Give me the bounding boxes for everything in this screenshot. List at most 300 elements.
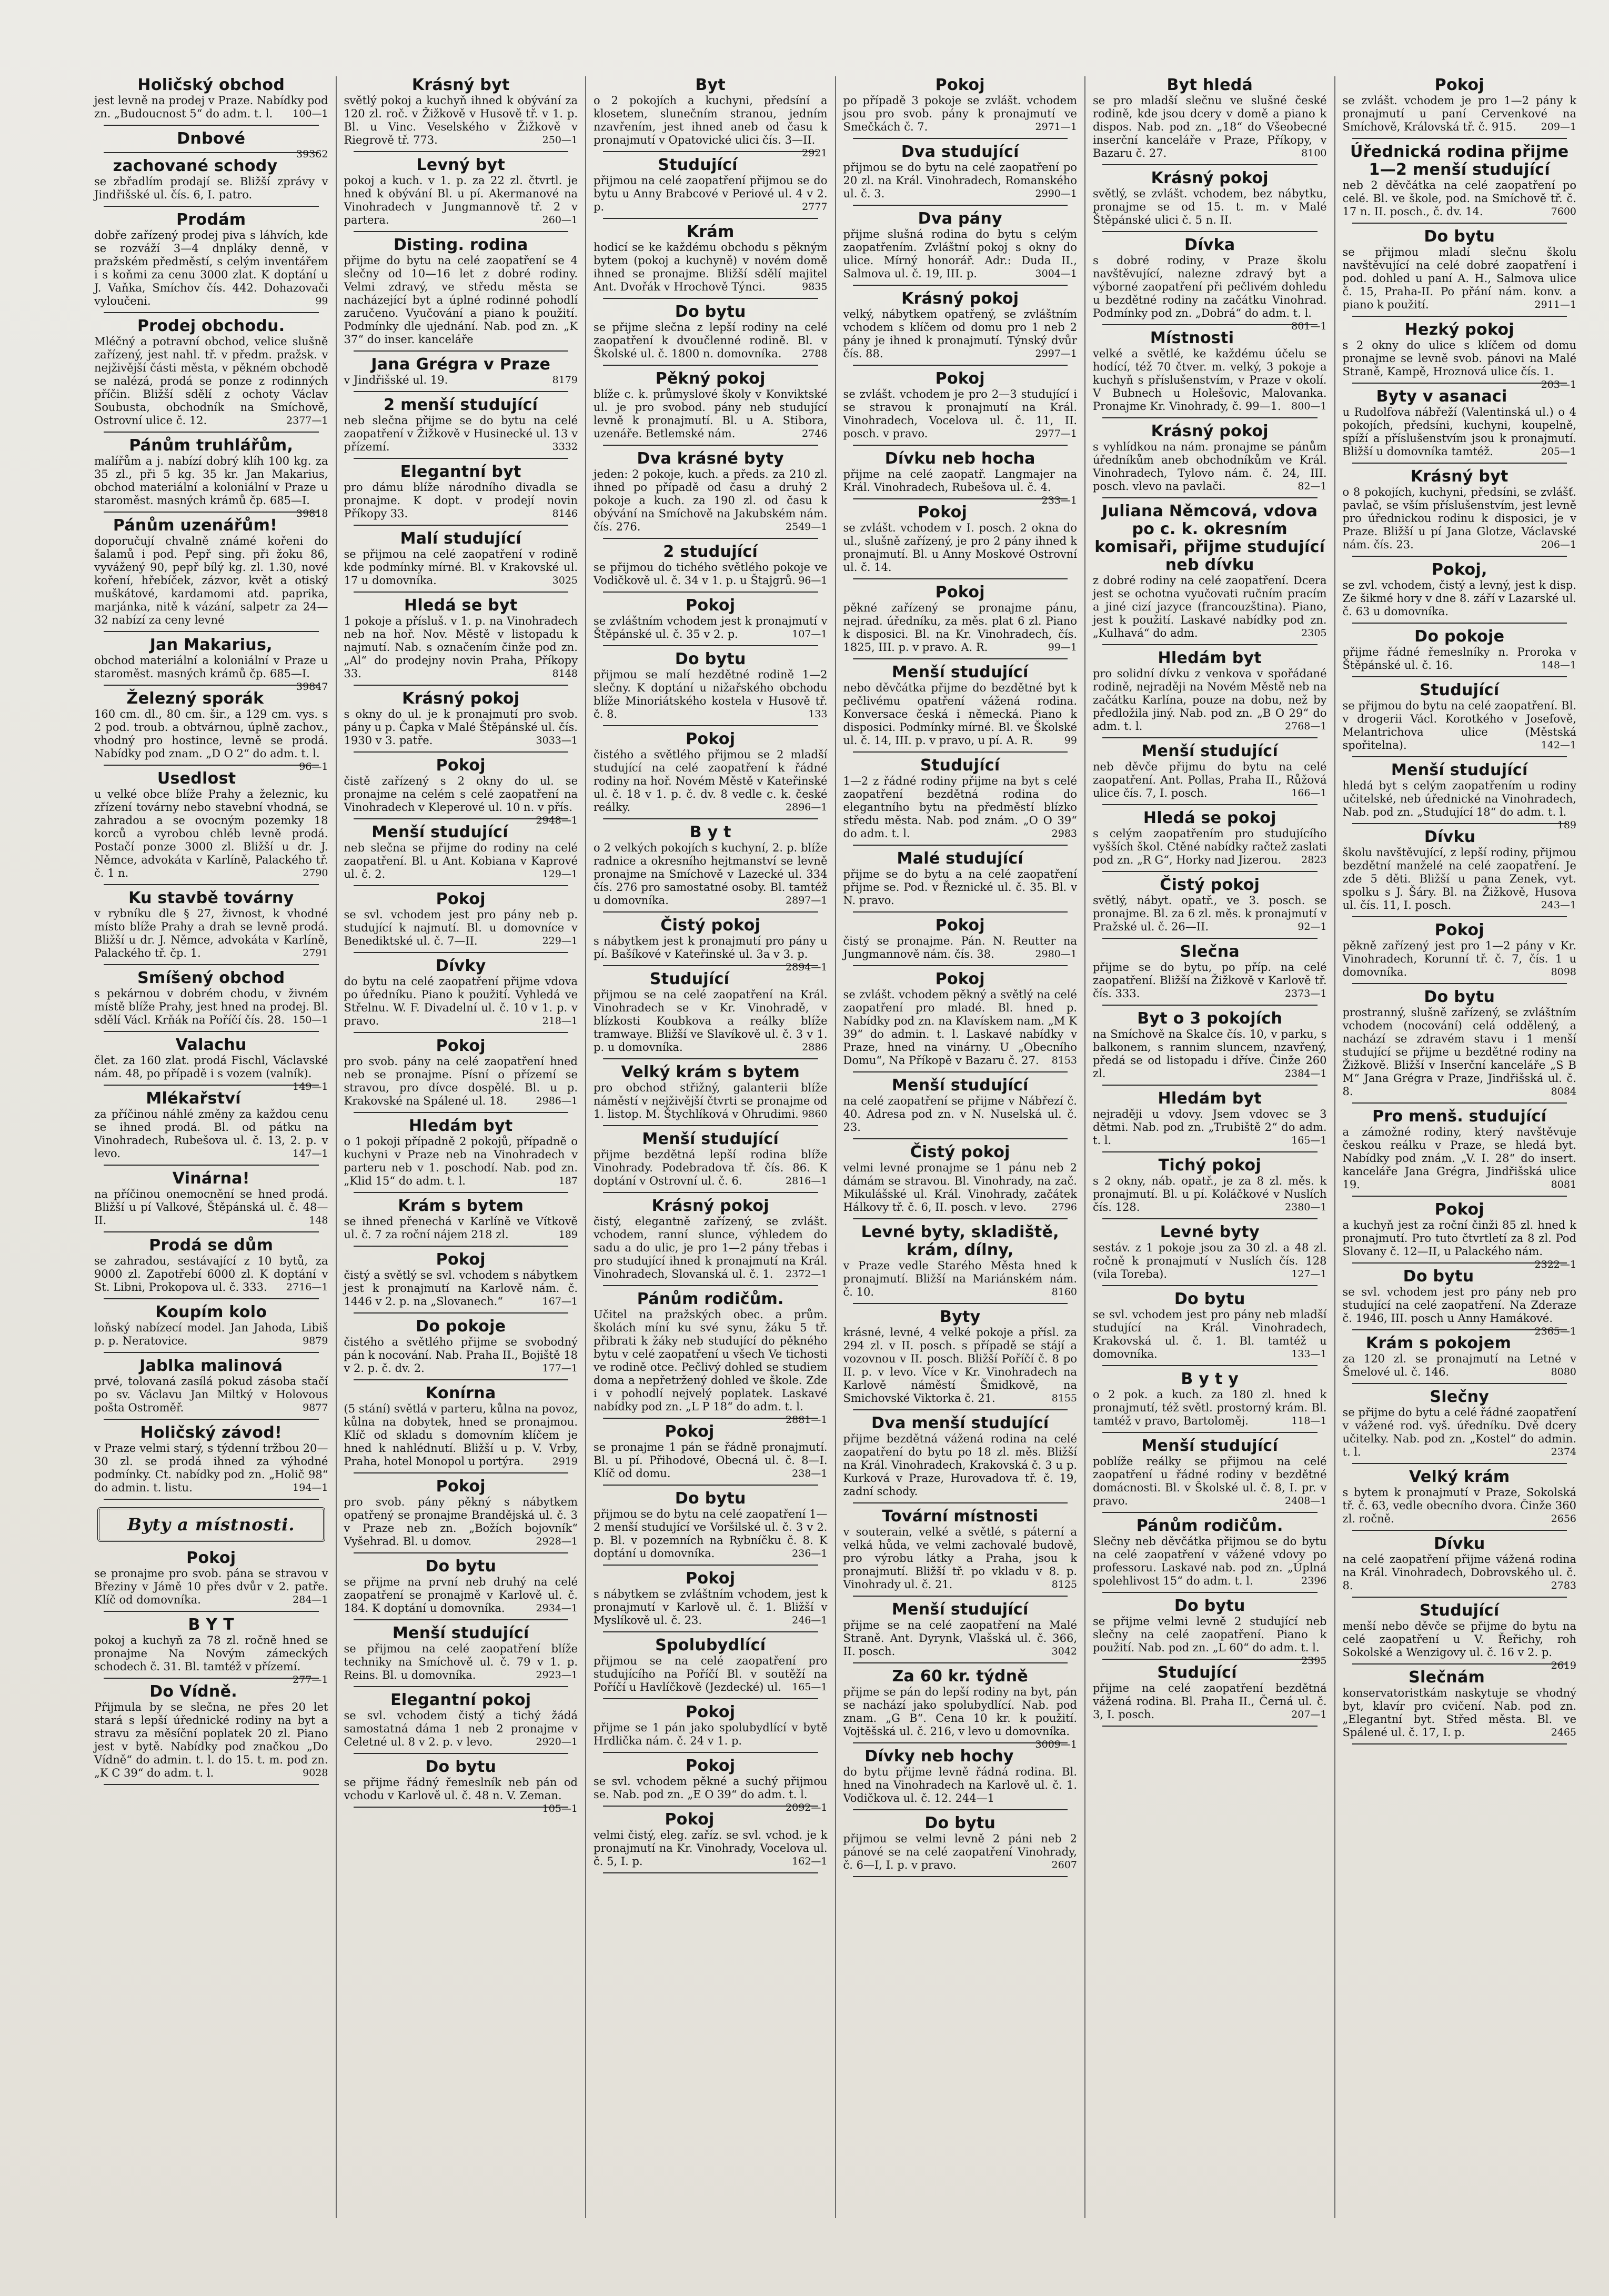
ad-body: v Praze vedle Starého Města hned k pronajmutí. Bližší na Mariánském nám. č. 10. 8160 <box>843 1259 1077 1298</box>
classified-ad <box>594 824 828 907</box>
ad-title: Studující <box>1420 1601 1500 1620</box>
ad-divider <box>1352 1463 1567 1464</box>
ad-body: konservatoristkám naskytuje se vhodný byt, klavír pro cvičení. Nab. pod zn. „Elegantní byt. Střed města. Bl. ve Spálené ul. č. 17, I. p. 2465 <box>1342 1687 1576 1739</box>
ad-body: s vyhlídkou na nám. pronajme se pánům úředníkům aneb obchodníkům ve Král. Vinohradech, Tylovo nám. č. 24, III. posch. vlevo na pavlači. 82—1 <box>1093 440 1327 493</box>
ad-divider <box>853 1876 1068 1877</box>
ad-body: přijme řádné řemeslníky n. Proroka v Štěpánské ul. č. 16. 148—1 <box>1342 646 1576 671</box>
ad-title: Ku stavbě továrny <box>128 889 294 907</box>
classified-ad <box>1093 1370 1327 1428</box>
ad-divider <box>104 1231 319 1232</box>
classified-ad <box>1093 423 1327 493</box>
ad-divider <box>1102 1726 1318 1727</box>
ad-divider <box>104 1085 319 1086</box>
ad-code: 2990—1 <box>1035 188 1077 199</box>
ad-divider <box>1352 1196 1567 1197</box>
ad-body: 1 pokoje a přísluš. v 1. p. na Vinohradech neb na hoř. Nov. Městě v listopadu k najmutí. Nab. s označením činže pod zn. „Al“ do prodejny novin Praha, Příkopy 33. 8148 <box>344 615 578 680</box>
ad-code: 8146 <box>552 508 578 519</box>
ad-divider <box>1102 1218 1318 1219</box>
ad-divider <box>853 1218 1068 1219</box>
ad-body: s dobré rodiny, v Praze školu navštěvující, nalezne zdravý byt a výborné zaopatření při pečlivém dohledu u bezdětné rodiny na začátku Vinohrad. Podmínky pod zn. „Dobrá“ do adm. t. l. 801—1 <box>1093 254 1327 332</box>
ad-body: loňský nabízecí model. Jan Jahoda, Libiš p. p. Neratovice. 9879 <box>94 1321 328 1347</box>
ad-body: o 2 pok. a kuch. za 180 zl. hned k pronajmutí, též světl. prostorný krám. Bl. tamtéž v pravo, Bartoloměj. 118—1 <box>1093 1388 1327 1427</box>
ad-body: na celé zaopatření se přijme v Nábřezí č. 40. Adresa pod zn. v N. Nuselská ul. č. 23. <box>843 1095 1077 1134</box>
ad-body: se zvlášt. vchodem pěkný a světlý na celé zaopatření pro mladé. Bl. hned p. Nabídky pod zn. na Klavískem nam. „M K 39“ do admin. t. l. Laskavé nabídky v Praze, hned na vinárny. U „Obecního Domu“, Na Příkopě v Bazaru č. 27. 8153 <box>843 988 1077 1067</box>
classified-ad <box>1093 1290 1327 1361</box>
ad-body: pěkné zařízený se pronajme pánu, nejrad. úředníku, za měs. plat 6 zl. Piano k disposici. Bl. na Kr. Vinohradech, čís. 1825, III. p. v pravo. A. R. 99—1 <box>843 601 1077 654</box>
classified-ad <box>843 1415 1078 1498</box>
ad-title: Hezký pokoj <box>1404 320 1514 339</box>
ad-body: přijme na celé zaopatř. Langmajer na Král. Vinohradech, Rubešova ul. č. 4. 233—1 <box>843 468 1077 506</box>
ad-divider <box>603 1631 818 1632</box>
ad-title: Menší studující <box>1141 742 1279 760</box>
ad-code: 8080 <box>1551 1366 1576 1378</box>
ad-divider <box>1102 737 1318 738</box>
ad-title: Slečny <box>1430 1388 1490 1406</box>
ad-code: 2549—1 <box>786 521 828 533</box>
classified-ad <box>594 1703 828 1748</box>
ad-code: 236—1 <box>792 1548 828 1559</box>
ad-divider <box>853 751 1068 753</box>
ad-divider <box>104 884 319 885</box>
ad-body: přijme do bytu na celé zaopatření se 4 slečny od 10—16 let z dobré rodiny. Velmi zdravý, ve středu města se nacházející byt a úplné rodinné pohodlí zaručeno. Vyučování a piano k použití. Podmínky dle ujednání. Nab. pod zn. „K 37“ do inser. kanceláře <box>344 254 578 346</box>
classified-ad <box>1343 1535 1577 1592</box>
ad-divider <box>104 685 319 686</box>
classified-ad <box>344 1251 578 1308</box>
ad-title: Byt o 3 pokojích <box>1137 1009 1283 1028</box>
ad-body: pro svob. pány pěkný s nábytkem opatřený se pronajme Brandějská ul. č. 3 v Praze neb zn. „Božích bojovník“ Vyšehrad. Bl. u domov. 2928—1 <box>344 1496 578 1548</box>
ad-title: Krám <box>686 223 735 241</box>
ad-title: Koupím kolo <box>155 1303 267 1321</box>
ad-divider <box>853 1809 1068 1810</box>
ad-title: Do bytu <box>1174 1290 1245 1308</box>
ad-code: 800—1 <box>1291 400 1327 412</box>
ad-title: Krám s pokojem <box>1365 1334 1512 1352</box>
ad-code: 8160 <box>1051 1286 1077 1298</box>
ad-title: Malí studující <box>400 529 521 548</box>
ad-body: se zvl. vchodem, čistý a levný, jest k disp. Ze šikmé hory v dne 8. září v Lazarské ul. č. 63 u domovníka. <box>1342 579 1576 618</box>
ad-code: 2796 <box>1051 1201 1077 1213</box>
classified-ad <box>1093 1597 1327 1667</box>
ad-body: neb slečna se přijme do rodiny na celé zaopatření. Bl. u Ant. Kobiana v Kaprové ul. č. 2. 129—1 <box>344 841 578 880</box>
ad-divider <box>104 152 319 153</box>
classified-ad <box>344 1318 578 1375</box>
ad-divider <box>1352 676 1567 677</box>
ad-title: B y t y <box>1181 1370 1239 1388</box>
ad-title: Pánům truhlářům, <box>129 436 294 455</box>
ad-divider <box>1102 1151 1318 1152</box>
ad-code: 82—1 <box>1298 480 1327 492</box>
classified-columns <box>87 76 1584 2218</box>
ad-body: s bytem k pronajmutí v Praze, Sokolská tř. č. 63, vedle obecního dvora. Činže 360 zl. ročně. 2656 <box>1342 1486 1576 1525</box>
ad-code: 2768—1 <box>1285 720 1327 732</box>
ad-divider <box>603 151 818 152</box>
ad-divider <box>853 578 1068 579</box>
ad-title: Pokoj <box>935 916 985 935</box>
ad-body: přijme se do bytu a na celé zaopatření přijme se. Pod. v Řeznické ul. č. 35. Bl. v N. pravo. <box>843 868 1077 907</box>
ad-divider <box>1352 916 1567 917</box>
ad-body: krásné, levné, 4 velké pokoje a přísl. za 294 zl. v II. posch. s případě se stájí a vozovnou v II. posch. Bližší Poříčí č. 8 po II. p. v levo. Více v Kr. Vinohradech na Karlově náměstí Šmidkově, na Smichovské Viktorka č. 21. 8155 <box>843 1326 1077 1405</box>
ad-body: na Smíchově na Skalce čís. 10, v parku, s balkonem, s rannim sluncem, nzavřený, předá se od listopadu i dříve. Činže 260 zl. 2384—1 <box>1093 1028 1327 1080</box>
ad-body: velké a světlé, ke každému účelu se hodící, též 70 čtver. m. velký, 3 pokoje a kuchyň s příslušenstvím, v Praze v okolí. V Bubnech u Holešovic, Malovanka. Pronajme Kr. Vinohrady, č. 99—1. 800—1 <box>1093 347 1327 413</box>
ad-code: 2656 <box>1551 1513 1576 1525</box>
ad-code: 2897—1 <box>786 895 828 906</box>
ad-title: Dívku <box>1433 1535 1485 1553</box>
ad-divider <box>1102 938 1318 939</box>
classified-ad <box>1093 876 1327 934</box>
ad-body: se přijme řádný řemeslník neb pán od vchodu v Karlově ul. č. 48 n. V. Zeman. 105—1 <box>344 1776 578 1814</box>
ad-code: 2983 <box>1051 828 1077 839</box>
classified-ad <box>843 917 1078 961</box>
ad-divider <box>104 206 319 207</box>
ad-divider <box>853 1303 1068 1304</box>
ad-body: 1—2 z řádné rodiny přijme na byt s celé zaopatření bezdětná rodina do elegantního bytu na předměstí blízko středu města. Nab. pod znám. „O O 39“ do adm. t. l. 2983 <box>843 775 1077 840</box>
classified-ad <box>1093 169 1327 227</box>
ad-code: 8179 <box>552 374 578 386</box>
ad-title: Do bytu <box>1424 227 1495 246</box>
ad-title: Pokoj <box>686 1757 736 1775</box>
classified-ad <box>1343 1108 1577 1191</box>
classified-ad <box>594 916 828 973</box>
classified-ad <box>1093 329 1327 413</box>
ad-body: jeden: 2 pokoje, kuch. a předs. za 210 zl. ihned po případě od času a druhý 2 pokoje a kuch. za 190 zl. od času k obývání na Smíchově na Jakubském nám. čís. 276. 2549—1 <box>594 468 828 533</box>
ad-code: 2997—1 <box>1035 348 1077 359</box>
ad-body: čistě zařízený s 2 okny do ul. se pronajme na celém s celé zaopatření na Vinohradech v Kleperové ul. 10 n. v přís. 2948—1 <box>344 775 578 826</box>
ad-body: přijme se pán do lepší rodiny na byt, pán se nachází jako spolubydlící. Nab. pod znam. „G B“. Cena 10 kr. k použití. Vojtěšská ul. č. 216, v levo u domovníka. 3009—1 <box>843 1686 1077 1750</box>
classified-ad <box>94 1237 328 1294</box>
ad-title: Krásný byt <box>1410 467 1509 486</box>
ad-divider <box>1352 623 1567 624</box>
ad-divider <box>853 138 1068 139</box>
ad-divider <box>603 1125 818 1126</box>
ad-divider <box>104 432 319 433</box>
classified-ad <box>594 1757 828 1813</box>
ad-code: 2783 <box>1551 1580 1576 1591</box>
ad-divider <box>1352 316 1567 317</box>
classified-ad <box>843 1748 1078 1805</box>
ad-divider <box>354 391 569 392</box>
classified-ad <box>843 1667 1078 1750</box>
classified-ad <box>1343 1468 1577 1526</box>
classified-ad <box>1343 561 1577 618</box>
ad-title: Do bytu <box>1174 1597 1245 1615</box>
ad-divider <box>1352 1597 1567 1598</box>
ad-code: 218—1 <box>542 1015 578 1027</box>
ad-divider <box>104 1031 319 1032</box>
ad-body: se zahradou, sestávající z 10 bytů, za 9000 zl. Zapotřebí 6000 zl. K doptání v St. Libni, Prokopova ul. č. 333. 2716—1 <box>94 1255 328 1294</box>
classified-ad <box>594 1290 828 1426</box>
ad-body: u velké obce blíže Prahy a železnic, ku zřízení továrny nebo stavební vhodná, se zahradou a se ovocným pozemky 18 korců a vyrobou chléb levně prodá. Postačí ponze 3000 zl. Bližší u dr. J. Němce, advokáta v Karlíně, Palackého tř. č. 1 n. 2790 <box>94 788 328 879</box>
classified-ad <box>1342 1200 1577 1270</box>
ad-title: Železný sporák <box>126 689 264 708</box>
ad-body: neb slečna přijme se do bytu na celé zaopatření v Žižkově v Husinecké ul. 13 v přízemí. 3332 <box>344 414 578 453</box>
ad-divider <box>1352 823 1567 824</box>
ad-code: 2380—1 <box>1285 1201 1327 1213</box>
ad-divider <box>104 1611 319 1612</box>
classified-ad <box>94 129 328 160</box>
classified-ad <box>843 1814 1078 1872</box>
classified-ad <box>843 584 1078 654</box>
ad-body: se přijme velmi levně 2 studující neb slečny na celé zaopatření. Piano k použití. Nab. pod zn. „L 60“ do adm. t. l. 2395 <box>1093 1615 1327 1667</box>
ad-title: Disting. rodina <box>393 236 528 254</box>
ad-divider <box>603 1285 818 1286</box>
ad-body: přijme se 1 pán jako spolubydlící v bytě Hrdlička nám. č. 24 v 1. p. <box>594 1721 828 1747</box>
ad-divider <box>354 1686 569 1687</box>
classified-ad <box>843 76 1078 134</box>
classified-ad <box>594 303 828 360</box>
ad-divider <box>853 1409 1068 1410</box>
ad-body: v Jindřišské ul. 19. 8179 <box>344 374 578 386</box>
classified-ad <box>1343 468 1577 552</box>
ad-body: přijmou se do bytu na celé zaopatření 1—2 menší studující ve Voršilské ul. č. 3 v 2. p. Bl. v pozemních na Rybníčku č. 8. K doptání u domovníka. 236—1 <box>594 1508 828 1560</box>
ad-title: Hledám byt <box>1158 649 1262 667</box>
ad-code: 3042 <box>1051 1646 1077 1657</box>
ad-body: po případě 3 pokoje se zvlášt. vchodem jsou pro svob. pány k pronajmutí ve Smečkách č. 7. 2971—1 <box>843 94 1077 133</box>
ad-title: Holičský závod! <box>140 1423 282 1442</box>
ad-code: 165—1 <box>1291 1135 1327 1146</box>
ad-code: 133 <box>808 708 828 720</box>
ad-title: Pokoj <box>935 583 985 601</box>
ad-body: přijmou se na celé zaopatření na Král. Vinohradech se v Kr. Vinohradě, v blízkosti Koubkova a reálky blíže tramwaye. Bližší ve Slavíkově ul. č. 3 v 1. p. u domovníka. 2886 <box>594 988 828 1054</box>
ad-code: 2919 <box>552 1456 578 1467</box>
ad-body: se přijme na první neb druhý na celé zaopatření se pronajmě v Karlově ul. č. 184. K doptání u domovníka. 2934—1 <box>344 1576 578 1615</box>
ad-body: pokoj a kuch. v 1. p. za 22 zl. čtvrtl. je hned k obývání Bl. u pí. Akermanové na Vinohradech v Jungmannově tř. 2 v partera. 260—1 <box>344 174 578 226</box>
ad-body: čistého a světlého přijme se svobodný pán k nocování. Nab. Praha II., Bojiště 18 v 2. p. č. dv. 2. 177—1 <box>344 1336 578 1375</box>
ad-code: 148 <box>309 1215 328 1226</box>
ad-divider <box>1102 804 1318 805</box>
ad-code: 2920—1 <box>536 1736 578 1748</box>
ad-body: o 2 velkých pokojích s kuchyní, 2. p. blíže radnice a okresního hejtmanství se levně pronajme na Smíchově v Lazecké ul. 334 čís. 276 pro samostatné osoby. Bl. tamtéž u domovníka. 2897—1 <box>594 841 828 907</box>
ad-divider <box>603 1565 818 1566</box>
ad-body: obchod materiální a koloniální v Praze u staroměst. masných krámů čp. 685—I. 39847 <box>94 654 328 693</box>
ad-body: přijmou se do bytu na celé zaopatření po 20 zl. na Král. Vinohradech, Romanského ul. č. 3. 2990—1 <box>843 161 1077 200</box>
ad-title: Vinárna! <box>172 1169 250 1188</box>
ad-body: velmi levné pronajme se 1 pánu neb 2 dámám se stravou. Bl. Vinohrady, na zač. Mikulášské ul. Král. Vinohrady, začátek Hálkovy tř. č. 6, II. posch. v levo. 2796 <box>843 1161 1077 1214</box>
ad-body: dobře zařízený prodej piva s láhvích, kde se rozváží 3—4 dnpláky denně, v pražském předměstí, s celým inventářem i s koňmi za cenu 3000 zlat. K doptání u J. Vaňka, Smíchov čís. 442. Dohazovači vyloučeni. 99 <box>94 229 328 307</box>
ad-title: Elegantní byt <box>400 463 521 481</box>
ad-title: Studující <box>1420 681 1500 699</box>
classified-ad <box>594 543 828 587</box>
classified-ad <box>94 1170 328 1227</box>
ad-body: Přijmula by se slečna, ne přes 20 let stará s lepší úřednické rodiny na byt a stravu za měsíční poplatek 20 zl. Piano jest v bytě. Nabídky pod značkou „Do Vídně“ do admin. t. l. do 15. t. m. pod zn. „K C 39“ do adm. t. l. 9028 <box>94 1701 328 1779</box>
ad-title: Menší studující <box>1141 1437 1279 1455</box>
ad-title: Menší studující <box>371 823 508 841</box>
ad-title: Do bytu <box>1403 1267 1474 1286</box>
ad-body: hledá byt s celým zaopatřením u rodiny učitelské, neb úřednické na Vinohradech, Nab. pod zn. „Studující 18“ do adm. t. l. 189 <box>1342 779 1576 831</box>
ad-divider <box>354 1619 569 1620</box>
ad-divider <box>104 512 319 513</box>
ad-divider <box>354 1552 569 1553</box>
ad-code: 2374 <box>1551 1446 1576 1458</box>
classified-column <box>586 76 836 2218</box>
ad-divider <box>1102 231 1318 232</box>
ad-title: Prodej obchodu. <box>137 317 285 335</box>
ad-body: čistého a světlého přijmou se 2 mladší studující na celé zaopatření k řádné rodiny na hoř. Novém Městě v Kateřinské ul. č. 18 v 1. p. č. dv. 8 vedle c. k. české reálky. 2896—1 <box>594 748 828 814</box>
ad-title: Do bytu <box>1424 988 1495 1006</box>
classified-ad <box>1342 1267 1577 1337</box>
ad-code: 238—1 <box>792 1468 828 1479</box>
ad-title: B y t <box>689 823 731 841</box>
ad-code: 148—1 <box>1541 659 1576 671</box>
ad-body: světlý, nábyt. opatř., ve 3. posch. se pronajme. Bl. za 6 zl. měs. k pronajmutí v Pražské ul. č. 26—II. 92—1 <box>1093 894 1327 933</box>
classified-ad <box>94 1683 328 1780</box>
ad-title: Pokoj <box>686 1703 736 1721</box>
classified-ad <box>94 436 328 519</box>
ad-code: 162—1 <box>792 1856 828 1867</box>
ad-divider <box>853 658 1068 659</box>
ad-divider <box>603 591 818 593</box>
ad-title: Pěkný pokoj <box>655 369 766 388</box>
ad-divider <box>853 1071 1068 1072</box>
ad-divider <box>1102 164 1318 165</box>
classified-ad <box>1093 503 1327 640</box>
classified-ad <box>344 597 578 680</box>
classified-ad <box>1093 743 1327 800</box>
ad-divider <box>1102 1365 1318 1366</box>
classified-ad <box>94 969 328 1027</box>
classified-ad <box>344 690 578 747</box>
classified-ad <box>94 211 328 308</box>
ad-divider <box>354 1246 569 1247</box>
ad-title: Do bytu <box>425 1758 497 1776</box>
ad-code: 2790 <box>303 867 328 879</box>
ad-title: Levný byt <box>416 156 505 174</box>
ad-divider <box>104 1784 319 1785</box>
classified-ad <box>94 1090 328 1160</box>
classified-ad <box>94 1357 328 1415</box>
ad-code: 2716—1 <box>286 1281 328 1293</box>
ad-title: Krásný pokoj <box>1151 422 1269 440</box>
ad-code: 99 <box>315 295 328 307</box>
ad-divider <box>603 218 818 219</box>
classified-ad <box>344 396 578 454</box>
ad-divider <box>603 445 818 446</box>
ad-code: 2377—1 <box>286 415 328 426</box>
ad-code: 150—1 <box>293 1014 328 1026</box>
ad-title: Do Vídně. <box>149 1682 237 1701</box>
ad-code: 2395 <box>1301 1655 1327 1667</box>
ad-divider <box>853 445 1068 446</box>
ad-divider <box>354 525 569 526</box>
ad-code: 2934—1 <box>536 1602 578 1614</box>
ad-code: 2948—1 <box>536 815 578 826</box>
ad-title: Do bytu <box>675 1489 746 1508</box>
ad-code: 8155 <box>1051 1392 1077 1404</box>
ad-code: 229—1 <box>542 935 578 947</box>
ad-title: Dívky neb hochy <box>864 1747 1014 1766</box>
ad-body: prostranný, slušně zařízený, se zvláštním vchodem (nocování) celá oddělený, a nachází se zdravém stavu i 1 menší studující se přijme u bezdětné rodiny na Žižkově. Bližší v Inserční kanceláře „S B M“ Jana Grégra v Praze, Jindřišská ul. č. 8. 8084 <box>1342 1006 1576 1098</box>
ad-code: 9877 <box>303 1402 328 1413</box>
ad-code: 2372—1 <box>786 1268 828 1280</box>
ad-title: Studující <box>920 756 1000 775</box>
ad-divider <box>354 1807 569 1808</box>
ad-body: velký, nábytkem opatřený, se zvláštním vchodem s klíčem od domu pro 1 neb 2 pány je ihned k pronajmutí. Týnský dvůr čís. 88. 2997—1 <box>843 308 1077 360</box>
ad-code: 96—1 <box>798 575 828 586</box>
ad-code: 39818 <box>296 508 328 519</box>
classified-ad <box>1093 1437 1327 1508</box>
ad-body: s nábytkem se zvláštním vchodem, jest k pronajmutí v Karlově ul. č. 1. Bližší v Myslíkově ul. č. 23. 246—1 <box>594 1588 828 1627</box>
classified-ad <box>1343 828 1577 912</box>
ad-title: Byty <box>939 1308 981 1326</box>
ad-title: Místnosti <box>1150 329 1234 347</box>
classified-ad <box>344 1117 578 1188</box>
ad-code: 2911—1 <box>1534 299 1576 310</box>
ad-body: za příčinou náhlé změny za každou cenu se ihned prodá. Bl. od pátku na Vinohradech, Rubešova ul. č. 13, 2. p. v levo. 147—1 <box>94 1108 328 1160</box>
classified-ad <box>344 463 578 520</box>
ad-title: Pokoj <box>935 970 985 988</box>
classified-ad <box>594 1811 828 1868</box>
ad-body: pěkně zařízený jest pro 1—2 pány v Kr. Vinohradech, Korunní tř. č. 7, čís. 1 u domovníka. 8098 <box>1342 939 1576 978</box>
ad-body: se zbřadlím prodají se. Bližší zprávy v Jindřišské ul. čís. 6, I. patro. <box>94 175 328 201</box>
ad-title: Usedlost <box>157 769 236 788</box>
ad-body: se pro mladší slečnu ve slušné české rodině, kde jsou dcery v domě a piano k dispos. Nab. pod zn. „18“ do Všeobecné inserční kanceláře v Praze, Příkopy, v Bazaru č. 27. 8100 <box>1093 94 1327 159</box>
ad-title: Tovární místnosti <box>882 1507 1039 1526</box>
classified-ad <box>1343 1335 1577 1379</box>
classified-ad <box>594 1570 828 1627</box>
ad-body: pro solidní dívku z venkova v spořádané rodině, nejraději na Novém Městě neb na začátku Karlína, pouze na dobu, než by předložila jiný. Nab. pod zn. „B O 29“ do adm. t. l. 2768—1 <box>1093 667 1327 733</box>
ad-title: Jan Makarius, <box>149 636 273 654</box>
ad-body: nejraději u vdovy. Jsem vdovec se 3 dětmi. Nab. pod zn. „Trubiště 2“ do adm. t. l. 165—1 <box>1093 1108 1327 1147</box>
ad-title: Čistý pokoj <box>660 916 761 935</box>
ad-code: 167—1 <box>542 1296 578 1307</box>
ad-code: 39362 <box>296 148 328 160</box>
ad-code: 2384—1 <box>1285 1068 1327 1079</box>
ad-code: 2881—1 <box>786 1414 828 1426</box>
ad-body: s okny do ul. je k pronajmutí pro svob. pány u p. Čapka v Malé Štěpánské ul. čís. 1930 v 3. patře. 3033—1 <box>344 708 578 747</box>
ad-title: Jana Grégra v Praze <box>371 355 551 374</box>
ad-title: Dívku <box>1424 828 1476 846</box>
classified-column <box>1085 76 1335 2218</box>
ad-code: 194—1 <box>293 1482 328 1493</box>
ad-title: Za 60 kr. týdně <box>892 1667 1029 1686</box>
ad-code: 2791 <box>303 947 328 959</box>
ad-title: Pokoj, <box>1431 560 1487 579</box>
ad-title: Valachu <box>175 1036 247 1054</box>
ad-title: Krásný pokoj <box>901 289 1019 308</box>
ad-body: čistý, elegantně zařízený, se zvlášt. vchodem, ranní slunce, výhledem do sadu a do ulic, je pro 1—2 pány třebas i pro studující ihned k pronajmutí na Král. Vinohradech, Slovanská ul. č. 1. 2372—1 <box>594 1215 828 1280</box>
classified-ad <box>94 770 328 880</box>
ad-title: Dívku neb hocha <box>884 449 1035 468</box>
ad-title: Pánům uzenářům! <box>113 516 278 535</box>
ad-divider <box>1352 1663 1567 1665</box>
ad-title: Pokoj <box>665 1422 715 1441</box>
ad-body: se přijmou do bytu na celé zaopatření. Bl. v drogerii Václ. Korotkého v Josefově, Melantrichova ulice (Městská spořitelna). 142—1 <box>1342 699 1576 751</box>
ad-divider <box>603 1058 818 1059</box>
ad-divider <box>104 1499 319 1500</box>
ad-body: Učitel na pražských obec. a prům. školách míní ku své synu, žáku 5 tř. přibrati k žáky neb studující do pěkného bytu v celé zaopatření u všech Ve tichosti ve rodině otce. Pečlivý dohled se studiem doma a nepřetržený dohled ve škole. Zde i v pohodlí nejvelý poplatek. Laskavé nabídky pod zn. „L P 18“ do adm. t. l. 2881—1 <box>594 1308 828 1426</box>
classified-ad <box>843 290 1078 360</box>
ad-code: 243—1 <box>1541 899 1576 911</box>
ad-divider <box>603 1698 818 1699</box>
ad-title: Menší studující <box>642 1130 779 1148</box>
ad-divider <box>603 298 818 299</box>
ad-divider <box>1352 138 1567 139</box>
ad-code: 3025 <box>552 575 578 586</box>
ad-title: Studující <box>658 156 738 174</box>
ad-code: 203—1 <box>1541 379 1576 390</box>
classified-ad <box>94 1036 328 1092</box>
classified-ad <box>843 757 1078 840</box>
ad-title: Menší studující <box>891 663 1029 681</box>
ad-body: přijmou se na celé zaopatření pro studujícího na Poříčí Bl. v soutěží na Poříčí u Havlíčkově (Jezdecké) ul. 165—1 <box>594 1655 828 1693</box>
ad-body: přijme bezdětná lepší rodina blíže Vinohrady. Podebradova tř. čís. 86. K doptání v Ostrovní ul. č. 6. 2816—1 <box>594 1148 828 1187</box>
ad-code: 39847 <box>296 681 328 693</box>
classified-ad <box>594 597 828 641</box>
ad-divider <box>354 1472 569 1473</box>
ad-body: o 1 pokoji případně 2 pokojů, případně o kuchyni v Praze neb na Vinohradech v parteru neb v 1. poschodí. Nab. pod zn. „Klid 15“ do adm. t. l. 187 <box>344 1135 578 1187</box>
ad-body: z dobré rodiny na celé zaopatření. Dcera jest se ochotna vyučovati ručním pracím a jiné cizí jazyce (francouzština). Piano, jest k použití. Laskavé nabídky pod zn. „Kulhavá“ do adm. 2305 <box>1093 574 1327 639</box>
ad-code: 147—1 <box>293 1148 328 1159</box>
ad-code: 2746 <box>802 428 828 439</box>
